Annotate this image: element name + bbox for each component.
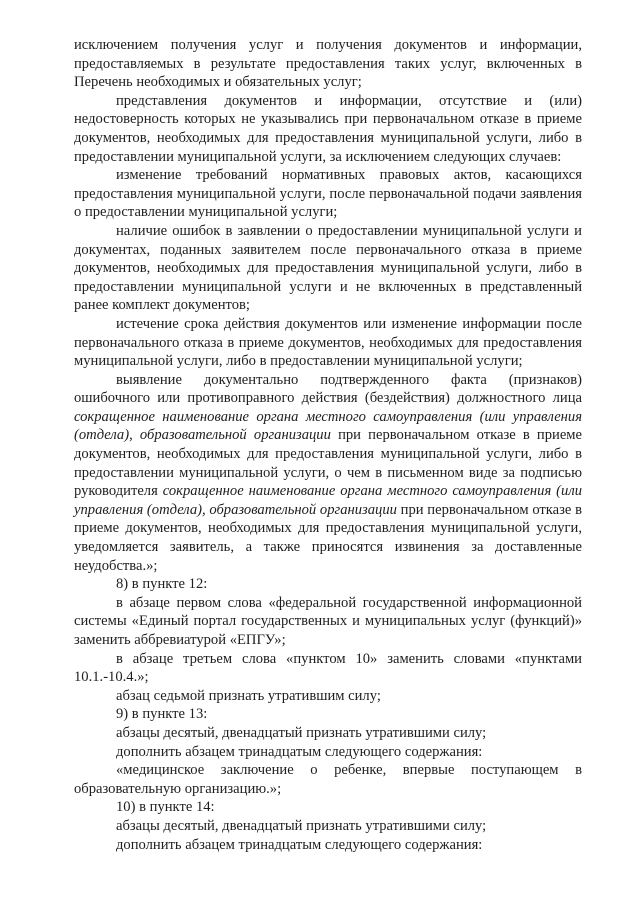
item-10-paragraph-1: абзацы десятый, двенадцатый признать утратившими силу; xyxy=(116,817,487,834)
item-8-paragraph-3: абзац седьмой признать утратившим силу; xyxy=(116,687,381,704)
item-8-heading: 8) в пункте 12: xyxy=(116,576,208,593)
paragraph-2: представления документов и информации, отсутствие и (или) недостоверность которых не указывались при первоначальном отказе в приеме документов, необходимых для предоставления муниципальной услуги, либо в предоставлении муниципальной услуги, за исключением следующих случаев: xyxy=(74,92,582,165)
item-9-paragraph-2: дополнить абзацем тринадцатым следующего содержания: xyxy=(116,743,483,760)
item-10-paragraph-2: дополнить абзацем тринадцатым следующего содержания: xyxy=(116,836,483,853)
item-9-heading: 9) в пункте 13: xyxy=(116,706,208,723)
document-page xyxy=(74,36,582,854)
paragraph-6 xyxy=(74,371,582,576)
item-8-paragraph-1: в абзаце первом слова «федеральной государственной информационной системы «Единый портал государственных и муниципальных услуг (функций)» заменить аббревиатурой «ЕПГУ»; xyxy=(74,594,582,648)
paragraph-4: наличие ошибок в заявлении о предоставлении муниципальной услуги и документах, поданных заявителем после первоначального отказа в приеме документов, необходимых для предоставления муниципальной услуги, либо в предоставлении муниципальной услуги и не включенных в представленный ранее комплект документов; xyxy=(74,222,582,314)
paragraph-6-italic-d: сокращенное наименование органа местного самоуправления (или управления (отдела), образовательной организации xyxy=(74,483,582,518)
paragraph-3: изменение требований нормативных правовых актов, касающихся предоставления муниципальной услуги, после первоначальной подачи заявления о предоставлении муниципальной услуги; xyxy=(74,167,582,221)
paragraph-6-text-a: выявление документально подтвержденного факта (признаков) ошибочного или противоправного действия (бездействия) должностного лица xyxy=(74,371,582,407)
paragraph-6-italic-b: сокращенное наименование органа местного самоуправления (или управления (отдела), образовательной организации xyxy=(74,408,582,444)
item-8-paragraph-2: в абзаце третьем слова «пунктом 10» заменить словами «пунктами 10.1.-10.4.»; xyxy=(74,650,582,686)
paragraph-1: исключением получения услуг и получения документов и информации, предоставляемых в результате предоставления таких услуг, включенных в Перечень необходимых и обязательных услуг; xyxy=(74,37,582,91)
item-9-paragraph-3: «медицинское заключение о ребенке, впервые поступающем в образовательную организацию.»; xyxy=(74,762,582,797)
paragraph-5: истечение срока действия документов или изменение информации после первоначального отказа в приеме документов, необходимых для предоставления муниципальной услуги, либо в предоставлении муниципальной услуги; xyxy=(74,315,582,370)
item-10-heading: 10) в пункте 14: xyxy=(116,799,215,816)
paragraph-6-text-e: при первоначальном отказе в приеме документов, необходимых для предоставления муниципальной услуги, уведомляется заявитель, а также приносятся извинения за доставленные неудобства.»; xyxy=(74,501,582,574)
item-9-paragraph-1: абзацы десятый, двенадцатый признать утратившими силу; xyxy=(116,724,487,741)
paragraph-6-text-c: при первоначальном отказе в приеме документов, необходимых для предоставления муниципальной услуги, либо в предоставлении муниципальной услуги, о чем в письменном виде за подписью руководителя xyxy=(74,427,583,500)
